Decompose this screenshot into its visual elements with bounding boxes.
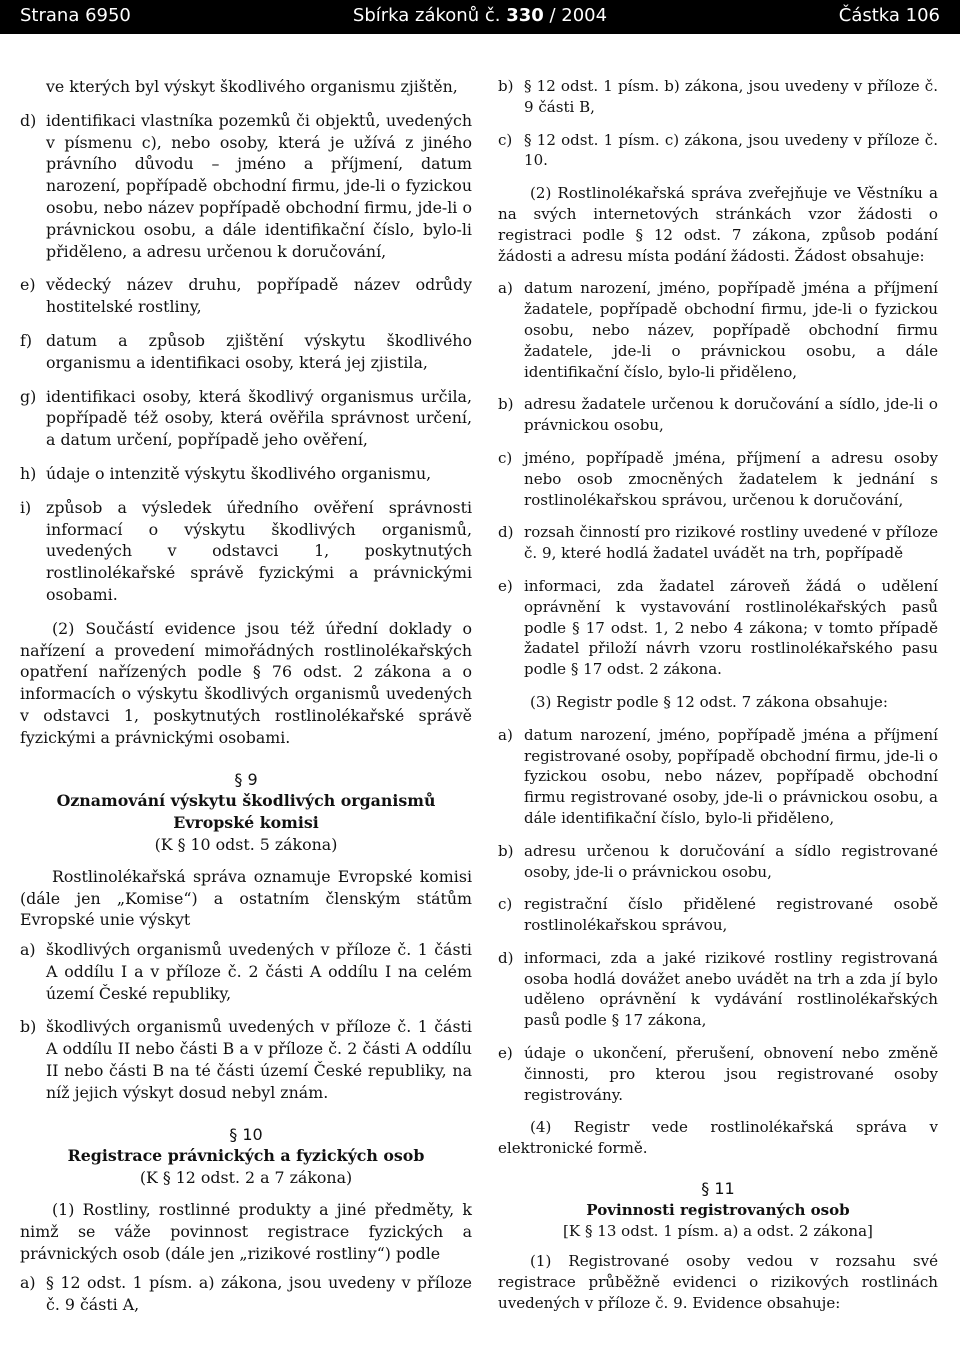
- item-marker: b): [498, 395, 514, 414]
- item-marker: e): [498, 576, 513, 595]
- item-text: způsob a výsledek úředního ověření správnosti informací o výskytu škodlivých organismů, uvedených v odstavci 1, poskytnutých rostlinolékařské správě fyzickými a právnickými osobami.: [46, 497, 472, 604]
- collection-year: / 2004: [543, 5, 608, 26]
- section-reference: [K § 13 odst. 1 písm. a) a odst. 2 zákona]: [563, 1221, 873, 1240]
- item-text: datum a způsob zjištění výskytu škodlivého organismu a identifikaci osoby, která jej zjistila,: [46, 330, 472, 372]
- list-item: [20, 386, 472, 451]
- list-item: [20, 110, 472, 263]
- item-marker: a): [498, 725, 513, 744]
- page-header: [0, 0, 960, 34]
- list-item: [20, 497, 472, 606]
- list-item: [498, 522, 938, 564]
- section-title: Registrace právnických a fyzických osob: [67, 1146, 425, 1166]
- item-marker: a): [20, 1273, 36, 1293]
- item-text: registrační číslo přidělené registrované osobě rostlinolékařskou správou,: [524, 895, 938, 935]
- list-item: [20, 939, 472, 1004]
- item-text: adresu určenou k doručování a sídlo registrované osoby, jde-li o právnickou osobu,: [524, 841, 938, 881]
- item-marker: d): [498, 948, 514, 967]
- item-text: škodlivých organismů uvedených v příloze č. 1 části A oddílu I a v příloze č. 2 části A oddílu I na celém území České republiky,: [46, 940, 472, 1003]
- list-item: [498, 76, 938, 118]
- collection-number: 330: [506, 5, 544, 26]
- paragraph-2: (2) Rostlinolékařská správa zveřejňuje ve Věstníku a na svých internetových stránkách vzor žádosti o registraci podle § 12 odst. 7 zákona, způsob podání žádosti a adresu místa podání žádosti. Žádost obsahuje:: [498, 184, 938, 265]
- section-9-intro: Rostlinolékařská správa oznamuje Evropské komisi (dále jen „Komise“) a ostatním členským státům Evropské unie výskyt: [20, 866, 472, 930]
- item-text: jméno, popřípadě jména, příjmení a adresu osoby nebo osob zmocněných žadatelem k jednání s rostlinolékařskou správou, určenou k doručování,: [524, 448, 938, 509]
- item-marker: b): [498, 77, 514, 95]
- list-item: [498, 841, 938, 883]
- collection-title: [0, 5, 960, 26]
- section-10-heading: [20, 1124, 472, 1189]
- paragraph-4: (4) Registr vede rostlinolékařská správa v elektronické formě.: [498, 1118, 938, 1158]
- section-reference: (K § 10 odst. 5 zákona): [154, 834, 338, 854]
- page-number: Strana 6950: [20, 5, 131, 26]
- section-number: § 9: [234, 769, 258, 789]
- item-text: vědecký název druhu, popřípadě název odrůdy hostitelské rostliny,: [46, 275, 472, 317]
- item-text: identifikaci vlastníka pozemků či objektů, uvedených v písmenu c), nebo osoby, která je užívá z jiného právního důvodu – jméno a příjmení, datum narození, popřípadě obchodní firmu, jde-li o fyzickou osobu, nebo název popřípadě obchodní firmu, jde-li o právnickou osobu, a dále identifikační číslo, bylo-li přiděleno, a adresu určenou k doručování,: [46, 110, 472, 261]
- item-text: škodlivých organismů uvedených v příloze č. 1 části A oddílu II nebo části B a v příloze č. 2 části A oddílu II nebo části B na té části území České republiky, na níž jejich výskyt dosud nebyl znám.: [46, 1017, 472, 1102]
- item-text: datum narození, jméno, popřípadě jména a příjmení žadatele, popřípadě obchodní firmu, jde-li o fyzickou osobu, nebo název, popřípadě obchodní firmu žadatele, jde-li o právnickou osobu, a dále identifikační číslo, bylo-li přiděleno,: [524, 279, 938, 381]
- list-item: [20, 1016, 472, 1103]
- item-text: § 12 odst. 1 písm. c) zákona, jsou uvedeny v příloze č. 10.: [524, 130, 938, 170]
- item-text: § 12 odst. 1 písm. a) zákona, jsou uvedeny v příloze č. 9 části A,: [46, 1273, 472, 1315]
- section-number: § 11: [701, 1179, 735, 1199]
- item-text: datum narození, jméno, popřípadě jména a příjmení registrované osoby, popřípadě obchodní firmu, jde-li o fyzickou osobu, nebo název, popřípadě obchodní firmu registrované osoby, jde-li o právnickou osobu, a dále identifikační číslo, bylo-li přiděleno,: [524, 725, 938, 827]
- item-marker: b): [20, 1017, 37, 1037]
- item-marker: h): [20, 463, 37, 483]
- item-text: údaje o ukončení, přerušení, obnovení nebo změně činnosti, pro kterou jsou registrované osoby registrovány.: [524, 1044, 938, 1104]
- item-text: § 12 odst. 1 písm. b) zákona, jsou uvedeny v příloze č. 9 části B,: [524, 77, 938, 116]
- item-marker: c): [498, 448, 513, 467]
- list-item: [498, 394, 938, 436]
- issue-number: Částka 106: [838, 5, 940, 26]
- item-text: identifikaci osoby, která škodlivý organismus určila, popřípadě též osoby, která ověřila správnost určení, a datum určení, popřípadě jeho ověření,: [46, 386, 472, 450]
- item-text: informaci, zda a jaké rizikové rostliny registrovaná osoba hodlá dovážet anebo uvádět na trh a zda jí bylo uděleno oprávnění k vydávání rostlinolékařských pasů podle § 17 zákona,: [524, 948, 938, 1030]
- section-10-paragraph-1: (1) Rostliny, rostlinné produkty a jiné předměty, k nimž se váže povinnost registrace fyzických a právnických osob (dále jen „rizikové rostliny“) podle: [20, 1200, 472, 1263]
- item-marker: d): [20, 110, 37, 130]
- item-marker: a): [20, 940, 36, 960]
- item-text: adresu žadatele určenou k doručování a sídlo, jde-li o právnickou osobu,: [524, 395, 938, 435]
- section-title: Povinnosti registrovaných osob: [586, 1200, 850, 1219]
- list-item: [498, 894, 938, 936]
- section-11-heading: [498, 1179, 938, 1241]
- item-marker: e): [498, 1044, 513, 1063]
- list-item: [498, 130, 938, 172]
- list-item: [498, 725, 938, 829]
- item-marker: e): [20, 275, 36, 295]
- list-item: [498, 1043, 938, 1105]
- item-text: údaje o intenzitě výskytu škodlivého organismu,: [46, 463, 432, 483]
- section-title-line-2: Evropské komisi: [173, 813, 319, 833]
- item-marker: b): [498, 841, 514, 860]
- list-item: [498, 278, 938, 382]
- list-item: [498, 448, 938, 510]
- item-marker: a): [498, 279, 513, 298]
- right-column: [498, 76, 938, 1326]
- section-reference: (K § 12 odst. 2 a 7 zákona): [139, 1168, 353, 1188]
- item-marker: d): [498, 523, 514, 542]
- section-11-paragraph-1: (1) Registrované osoby vedou v rozsahu své registrace průběžně evidenci o rizikových rostlinách uvedených v příloze č. 9. Evidence obsahuje:: [498, 1252, 938, 1313]
- list-item: [20, 463, 472, 485]
- list-item: [20, 1272, 472, 1316]
- collection-title-prefix: Sbírka zákonů č.: [352, 5, 501, 26]
- left-column: [20, 76, 472, 1328]
- item-marker: c): [498, 130, 513, 149]
- section-9-heading: [20, 769, 472, 856]
- item-marker: c): [498, 895, 513, 914]
- list-item-c-continuation: ve kterých byl výskyt škodlivého organismu zjištěn,: [46, 77, 458, 96]
- paragraph-3: (3) Registr podle § 12 odst. 7 zákona obsahuje:: [530, 692, 888, 711]
- item-marker: i): [20, 497, 32, 517]
- list-item: [498, 576, 938, 680]
- item-marker: f): [20, 330, 33, 350]
- item-marker: g): [20, 386, 37, 406]
- paragraph-2: (2) Součástí evidence jsou též úřední doklady o nařízení a provedení mimořádných rostlinolékařských opatření nařízených podle § 76 odst. 2 zákona a o informacích o výskytu škodlivých organismů uvedených v odstavci 1, poskytnutých rostlinolékařské správě fyzickými a právnickými osobami.: [20, 618, 472, 747]
- list-item: [498, 948, 938, 1031]
- list-item: [20, 274, 472, 318]
- section-title-line-1: Oznamování výskytu škodlivých organismů: [56, 791, 436, 811]
- item-text: informaci, zda žadatel zároveň žádá o udělení oprávnění k vystavování rostlinolékařských pasů podle § 17 odst. 1, 2 nebo 4 zákona; v tomto případě žadatel přiloží návrh vzoru rostlinolékařského pasu podle § 17 odst. 2 zákona.: [524, 576, 938, 679]
- list-item: [20, 330, 472, 374]
- item-text: rozsah činností pro rizikové rostliny uvedené v příloze č. 9, které hodlá žadatel uvádět na trh, popřípadě: [524, 523, 938, 563]
- section-number: § 10: [229, 1124, 263, 1144]
